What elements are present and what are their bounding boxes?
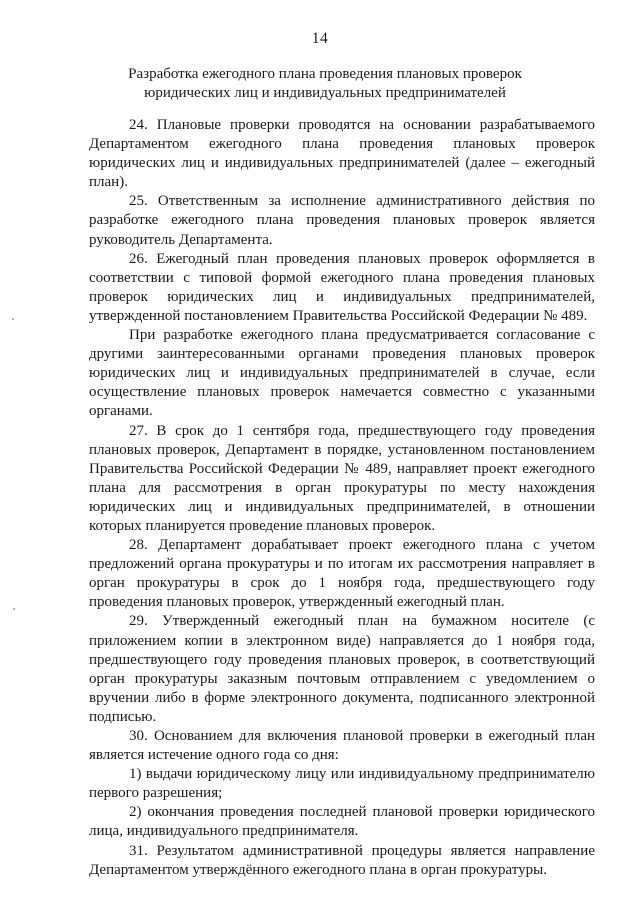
page-number: 14 — [311, 30, 329, 47]
paragraph-31: 31. Результатом административной процедуры является направление Департаментом утверждённого ежегодного плана в орган прокуратуры. — [89, 842, 595, 878]
document-body — [89, 116, 595, 880]
paragraph-30-item-1: 1) выдачи юридическому лицу или индивидуальному предпринимателю первого разрешения; — [89, 766, 595, 802]
section-heading-line-2: юридических лиц и индивидуальных предпринимателей — [144, 85, 506, 101]
paragraph-27: 27. В срок до 1 сентября года, предшествующего году проведения плановых проверок, Департамент в порядке, установленном постановлением Правительства Российской Федерации № 489, направляет проект ежегодного плана для рассмотрения в орган прокуратуры по месту нахождения юридических лиц и индивидуальных предпринимателей, в отношении которых планируется проведение плановых проверок. — [89, 422, 595, 534]
scan-speck — [13, 608, 15, 610]
paragraph-25: 25. Ответственным за исполнение административного действия по разработке ежегодного плана проведения плановых проверок является руководитель Департамента. — [89, 193, 595, 248]
paragraph-30: 30. Основанием для включения плановой проверки в ежегодный план является истечение одного года со дня: — [89, 728, 595, 764]
section-heading — [100, 65, 550, 103]
paragraph-26: 26. Ежегодный план проведения плановых проверок оформляется в соответствии с типовой формой ежегодного плана проведения плановых проверок юридических лиц и индивидуальных предпринимателей, утвержденной постановлением Правительства Российской Федерации № 489. — [89, 250, 595, 324]
paragraph-26-continued: При разработке ежегодного плана предусматривается согласование с другими заинтересованными органами проведения плановых проверок юридических лиц и индивидуальных предпринимателей в случае, если осуществление плановых проверок намечается совместно с указанными органами. — [89, 327, 595, 420]
paragraph-30-item-2: 2) окончания проведения последней плановой проверки юридического лица, индивидуального предпринимателя. — [89, 804, 595, 840]
scan-speck — [12, 318, 14, 320]
paragraph-28: 28. Департамент дорабатывает проект ежегодного плана с учетом предложений органа прокуратуры и по итогам их рассмотрения направляет в орган прокуратуры в срок до 1 ноября года, предшествующего году проведения плановых проверок, утвержденный ежегодный план. — [89, 537, 595, 611]
paragraph-24: 24. Плановые проверки проводятся на основании разрабатываемого Департаментом ежегодного плана проведения плановых проверок юридических лиц и индивидуальных предпринимателей (далее – ежегодный план). — [89, 117, 595, 191]
section-heading-line-1: Разработка ежегодного плана проведения плановых проверок — [128, 66, 522, 82]
paragraph-29: 29. Утвержденный ежегодный план на бумажном носителе (с приложением копии в электронном виде) направляется до 1 ноября года, предшествующего году проведения плановых проверок, в соответствующий орган прокуратуры заказным почтовым отправлением с уведомлением о вручении либо в форме электронного документа, подписанного электронной подписью. — [89, 613, 595, 725]
